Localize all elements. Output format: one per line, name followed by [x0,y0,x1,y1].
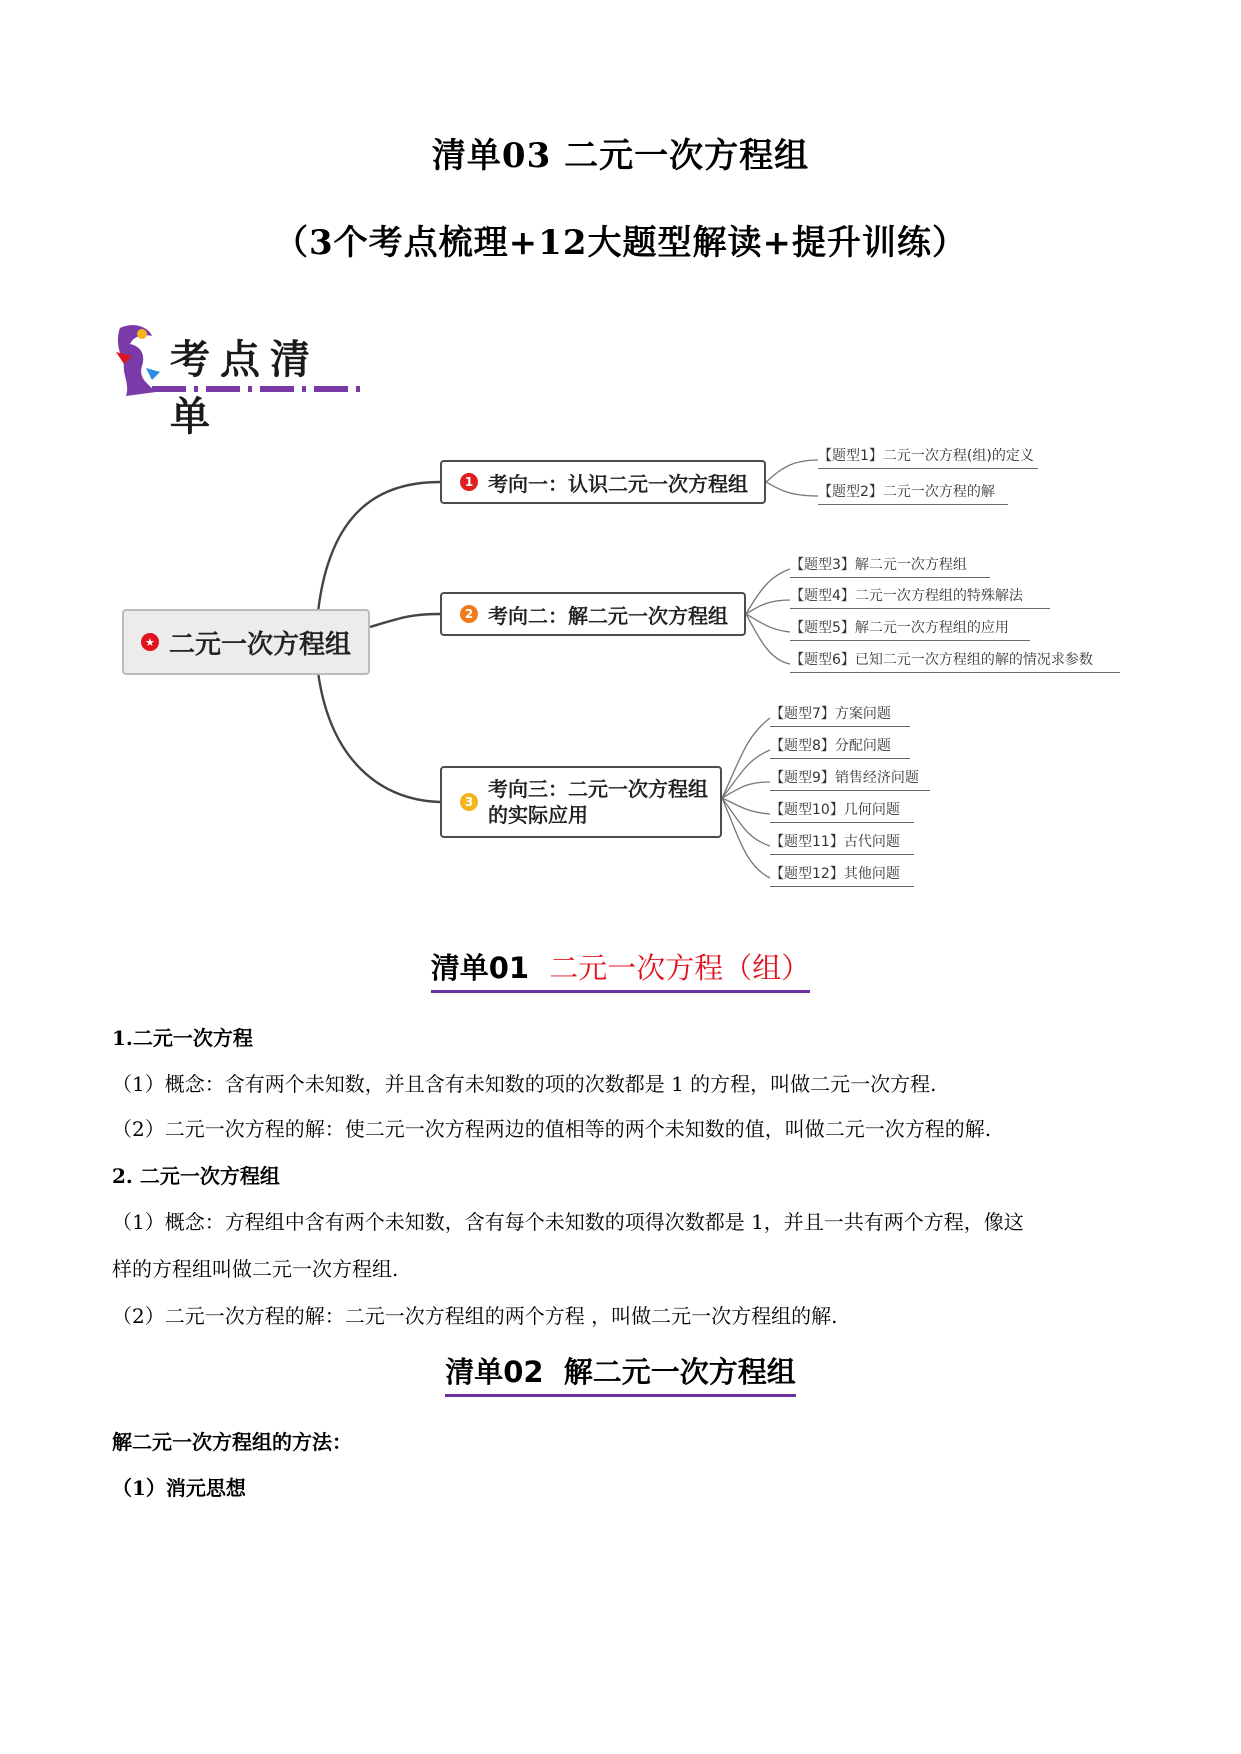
section-1-subheading-1: 1.二元一次方程 [112,1026,253,1050]
section-1-paragraph-4: （2）二元一次方程的解：二元一次方程组的两个方程 ，叫做二元一次方程组的解. [112,1304,838,1328]
topic-2 [440,592,746,636]
section-2-subheading-2: （1）消元思想 [112,1476,246,1500]
topic-2-label: 考向二：解二元一次方程组 [488,603,728,628]
section-1-paragraph-3b: 样的方程组叫做二元一次方程组. [112,1257,399,1281]
section-1-subheading-2: 2. 二元一次方程组 [112,1164,280,1188]
type-7: 【题型7】方案问题 [770,703,910,727]
section-2-subheading-1: 解二元一次方程组的方法： [112,1430,352,1454]
topic-3 [440,766,722,838]
section-2-prefix: 清单02 [445,1355,544,1389]
exam-points-banner [112,322,362,440]
section-1-paragraph-3a: （1）概念：方程组中含有两个未知数，含有每个未知数的项得次数都是 1，并且一共有两个方程，像这 [112,1210,1024,1234]
mind-map-root [122,609,370,675]
type-8: 【题型8】分配问题 [770,735,910,759]
page-subtitle: （3个考点梳理+12大题型解读+提升训练） [274,223,967,263]
topic-3-label [488,776,708,828]
star-icon: ★ [141,633,159,651]
section-1-title: 二元一次方程（组） [549,951,811,985]
type-5: 【题型5】解二元一次方程组的应用 [790,617,1030,641]
topic-3-label-line1: 考向三：二元一次方程组 [488,777,708,801]
number-2-icon: 2 [460,605,478,623]
type-3: 【题型3】解二元一次方程组 [790,554,990,578]
type-6: 【题型6】已知二元一次方程组的解的情况求参数 [790,649,1120,673]
number-3-icon: 3 [460,793,478,811]
type-9: 【题型9】销售经济问题 [770,767,930,791]
type-10: 【题型10】几何问题 [770,799,914,823]
type-4: 【题型4】二元一次方程组的特殊解法 [790,585,1050,609]
root-label: 二元一次方程组 [168,629,351,660]
topic-1-label: 考向一：认识二元一次方程组 [488,471,748,496]
section-1-paragraph-2: （2）二元一次方程的解：使二元一次方程两边的值相等的两个未知数的值，叫做二元一次方程的解. [112,1117,992,1141]
page-title: 清单03 二元一次方程组 [431,136,810,176]
number-1-icon: 1 [460,473,478,491]
section-1-heading [0,946,1241,993]
section-1-paragraph-1: （1）概念：含有两个未知数，并且含有未知数的项的次数都是 1 的方程，叫做二元一次方程. [112,1072,937,1096]
mind-map [0,430,1241,900]
banner-text: 考点清单 [170,336,320,440]
topic-1 [440,460,766,504]
type-2: 【题型2】二元一次方程的解 [818,481,1008,505]
section-1-prefix: 清单01 [430,951,530,985]
type-1: 【题型1】二元一次方程(组)的定义 [818,445,1038,469]
banner-underline [152,386,362,392]
section-2-title: 解二元一次方程组 [563,1355,796,1389]
type-12: 【题型12】其他问题 [770,863,914,887]
type-11: 【题型11】古代问题 [770,831,914,855]
topic-3-label-line2: 的实际应用 [488,803,588,827]
section-2-heading [0,1350,1241,1397]
